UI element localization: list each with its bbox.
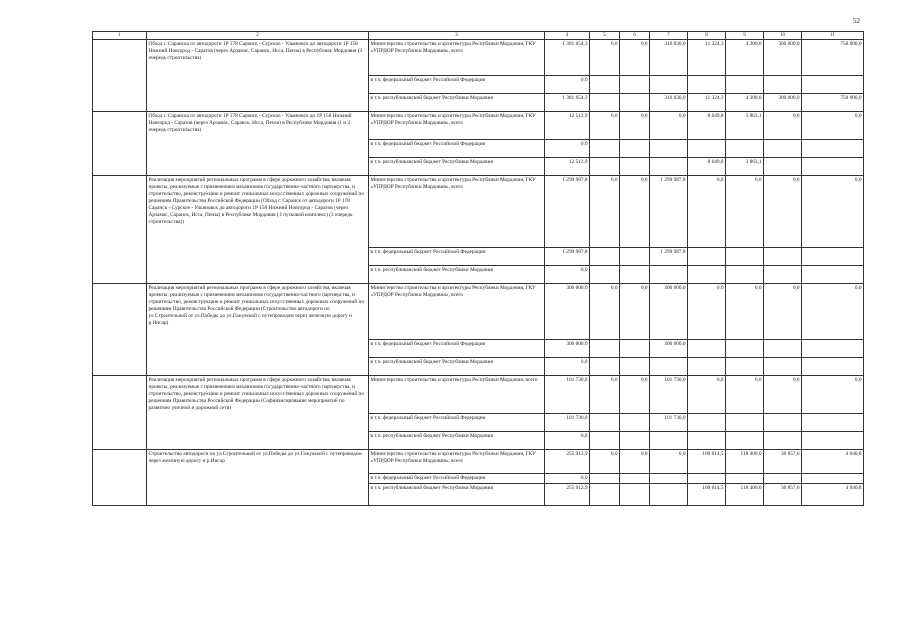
- amount-cell-v9: [726, 358, 764, 376]
- amount-cell-v6: [620, 248, 650, 266]
- amount-cell-v9: [726, 266, 764, 284]
- column-header: 2: [147, 32, 369, 40]
- amount-cell-v6: [620, 358, 650, 376]
- amount-cell-v7: 0,0: [650, 450, 688, 474]
- amount-cell-v11: [802, 248, 864, 266]
- amount-cell-v9: 3 863,1: [726, 158, 764, 176]
- amount-cell-v8: 11 324,3: [688, 94, 726, 112]
- column-header: 10: [764, 32, 802, 40]
- funding-source-cell: в т.ч. федеральный бюджет Российской Федерации: [369, 76, 545, 94]
- amount-cell-v8: [688, 248, 726, 266]
- amount-cell-v11: [802, 432, 864, 450]
- amount-cell-v8: 0,0: [688, 176, 726, 248]
- amount-cell-v8: 8 649,8: [688, 112, 726, 140]
- amount-cell-v4: 1 299 987,8: [545, 176, 590, 248]
- amount-cell-v4: 300 000,0: [545, 340, 590, 358]
- measure-name-cell: Реализация мероприятий региональных программ в сфере дорожного хозяйства, включая проекты, реализуемые с применением механизмов государственно-частного партнерства, и строительство, реконструкцию и ремонт уникальных искусственных дорожных сооружений по решениям Правительства Российской Федерации (Софинансирование мероприятий по развитию уличной и дорожной сети): [147, 376, 369, 450]
- amount-cell-v4: 101 730,0: [545, 376, 590, 414]
- amount-cell-v10: 0,0: [764, 284, 802, 340]
- amount-cell-v6: 0,0: [620, 40, 650, 76]
- header-row: [93, 32, 864, 40]
- amount-cell-v6: [620, 158, 650, 176]
- amount-cell-v4: 0,0: [545, 140, 590, 158]
- amount-cell-v6: 0,0: [620, 112, 650, 140]
- budget-table: [92, 31, 864, 506]
- amount-cell-v8: 11 324,3: [688, 40, 726, 76]
- amount-cell-v4: 0,0: [545, 266, 590, 284]
- amount-cell-v7: [650, 266, 688, 284]
- column-header: 1: [93, 32, 147, 40]
- funding-source-cell: в т.ч. федеральный бюджет Российской Федерации: [369, 414, 545, 432]
- amount-cell-v10: [764, 266, 802, 284]
- amount-cell-v8: 100 614,5: [688, 484, 726, 506]
- amount-cell-v9: 4 300,0: [726, 40, 764, 76]
- column-header: 9: [726, 32, 764, 40]
- amount-cell-v7: [650, 474, 688, 484]
- amount-cell-v5: [590, 158, 620, 176]
- funding-source-cell: в т.ч. республиканский бюджет Республики Мордовия: [369, 266, 545, 284]
- amount-cell-v7: 316 030,0: [650, 94, 688, 112]
- amount-cell-v10: 300 000,0: [764, 94, 802, 112]
- amount-cell-v11: 0,0: [802, 112, 864, 140]
- amount-cell-v5: 0,0: [590, 40, 620, 76]
- funding-source-cell: в т.ч. федеральный бюджет Российской Федерации: [369, 140, 545, 158]
- amount-cell-v8: 8 649,8: [688, 158, 726, 176]
- amount-cell-v11: 750 000,0: [802, 94, 864, 112]
- amount-cell-v8: [688, 76, 726, 94]
- amount-cell-v8: 0,0: [688, 376, 726, 414]
- funding-source-cell: в т.ч. федеральный бюджет Российской Федерации: [369, 474, 545, 484]
- amount-cell-v7: 101 730,0: [650, 376, 688, 414]
- amount-cell-v9: 3 863,1: [726, 112, 764, 140]
- amount-cell-v5: [590, 248, 620, 266]
- amount-cell-v9: 0,0: [726, 284, 764, 340]
- amount-cell-v6: [620, 414, 650, 432]
- amount-cell-v9: [726, 340, 764, 358]
- column-header: 6: [620, 32, 650, 40]
- row-index-cell: [93, 112, 147, 176]
- amount-cell-v5: 0,0: [590, 284, 620, 340]
- amount-cell-v6: [620, 140, 650, 158]
- amount-cell-v5: [590, 474, 620, 484]
- funding-source-cell: Министерство строительства и архитектуры Республики Мордовия, ГКУ «УПРДОР Республики Мордовия», всего: [369, 450, 545, 474]
- row-index-cell: [93, 40, 147, 112]
- page-number: 52: [853, 17, 860, 25]
- funding-source-cell: в т.ч. федеральный бюджет Российской Федерации: [369, 248, 545, 266]
- amount-cell-v4: 0,0: [545, 474, 590, 484]
- amount-cell-v8: 0,0: [688, 284, 726, 340]
- table-row: [93, 450, 864, 474]
- amount-cell-v6: [620, 474, 650, 484]
- amount-cell-v6: [620, 432, 650, 450]
- table-row: [93, 176, 864, 248]
- amount-cell-v5: 0,0: [590, 176, 620, 248]
- amount-cell-v8: [688, 140, 726, 158]
- amount-cell-v4: 0,0: [545, 358, 590, 376]
- amount-cell-v7: 1 299 987,8: [650, 176, 688, 248]
- amount-cell-v8: [688, 340, 726, 358]
- amount-cell-v5: [590, 140, 620, 158]
- measure-name-cell: Реализация мероприятий региональных программ в сфере дорожного хозяйства, включая проекты, реализуемые с применением механизмов государственно-частного партнерства, и строительство, реконструкцию и ремонт уникальных искусственных дорожных сооружений по решениям Правительства Российской Федерации (Обход г. Саранск от автодороги 1Р 178 Саранск - Сурское - Ульяновск до автодороги 1Р 158 Нижний Новгород - Саратов (через Арзамас, Саранск, Исса, Пенза) в Республике Мордовия ( I пусковой комплекс) (3 очередь строительства)): [147, 176, 369, 284]
- amount-cell-v5: [590, 266, 620, 284]
- amount-cell-v6: 0,0: [620, 284, 650, 340]
- amount-cell-v4: 101 730,0: [545, 414, 590, 432]
- amount-cell-v4: 0,0: [545, 432, 590, 450]
- amount-cell-v11: 0,0: [802, 176, 864, 248]
- amount-cell-v10: 30 857,6: [764, 484, 802, 506]
- amount-cell-v9: 0,0: [726, 176, 764, 248]
- amount-cell-v9: 118 400,0: [726, 484, 764, 506]
- amount-cell-v5: [590, 94, 620, 112]
- amount-cell-v10: 0,0: [764, 112, 802, 140]
- amount-cell-v5: [590, 484, 620, 506]
- amount-cell-v9: [726, 248, 764, 266]
- amount-cell-v11: [802, 340, 864, 358]
- table-row: [93, 284, 864, 340]
- amount-cell-v10: 30 857,6: [764, 450, 802, 474]
- amount-cell-v9: [726, 432, 764, 450]
- amount-cell-v5: [590, 340, 620, 358]
- amount-cell-v4: 300 000,0: [545, 284, 590, 340]
- amount-cell-v10: 0,0: [764, 176, 802, 248]
- table-row: [93, 376, 864, 414]
- amount-cell-v6: [620, 266, 650, 284]
- table-row: [93, 112, 864, 140]
- amount-cell-v10: [764, 414, 802, 432]
- amount-cell-v7: 300 000,0: [650, 284, 688, 340]
- amount-cell-v10: [764, 140, 802, 158]
- amount-cell-v9: 0,0: [726, 376, 764, 414]
- funding-source-cell: в т.ч. республиканский бюджет Республики Мордовия: [369, 158, 545, 176]
- column-header: 4: [545, 32, 590, 40]
- amount-cell-v9: [726, 414, 764, 432]
- funding-source-cell: Министерство строительства и архитектуры Республики Мордовия, ГКУ «УПРДОР Республики Мордовия», всего: [369, 176, 545, 248]
- amount-cell-v7: [650, 484, 688, 506]
- amount-cell-v11: [802, 76, 864, 94]
- funding-source-cell: Министерство строительства и архитектуры Республики Мордовия, ГКУ «УПРДОР Республики Мордовия», всего: [369, 112, 545, 140]
- table-row: [93, 40, 864, 76]
- amount-cell-v8: [688, 432, 726, 450]
- amount-cell-v7: 300 000,0: [650, 340, 688, 358]
- row-index-cell: [93, 284, 147, 376]
- amount-cell-v7: [650, 76, 688, 94]
- amount-cell-v10: [764, 340, 802, 358]
- amount-cell-v7: [650, 140, 688, 158]
- funding-source-cell: Министерство строительства и архитектуры Республики Мордовия, ГКУ «УПРДОР Республики Мордовия», всего: [369, 284, 545, 340]
- amount-cell-v10: 0,0: [764, 376, 802, 414]
- amount-cell-v11: [802, 140, 864, 158]
- amount-cell-v7: [650, 158, 688, 176]
- amount-cell-v9: [726, 76, 764, 94]
- table-body: [93, 40, 864, 506]
- column-header: 8: [688, 32, 726, 40]
- amount-cell-v11: 4 040,8: [802, 450, 864, 474]
- amount-cell-v11: [802, 414, 864, 432]
- amount-cell-v7: 0,0: [650, 112, 688, 140]
- column-header: 11: [802, 32, 864, 40]
- funding-source-cell: в т.ч. федеральный бюджет Российской Федерации: [369, 340, 545, 358]
- column-header: 7: [650, 32, 688, 40]
- amount-cell-v10: 300 000,0: [764, 40, 802, 76]
- row-index-cell: [93, 450, 147, 506]
- amount-cell-v5: [590, 432, 620, 450]
- amount-cell-v8: [688, 358, 726, 376]
- amount-cell-v4: 12 512,9: [545, 112, 590, 140]
- amount-cell-v7: 101 730,0: [650, 414, 688, 432]
- amount-cell-v11: 0,0: [802, 284, 864, 340]
- column-header: 5: [590, 32, 620, 40]
- amount-cell-v6: 0,0: [620, 450, 650, 474]
- amount-cell-v11: [802, 266, 864, 284]
- amount-cell-v8: 100 614,5: [688, 450, 726, 474]
- amount-cell-v10: [764, 76, 802, 94]
- funding-source-cell: Министерство строительства и архитектуры Республики Мордовия, ГКУ «УПРДОР Республики Мордовия», всего: [369, 40, 545, 76]
- amount-cell-v6: [620, 484, 650, 506]
- amount-cell-v5: [590, 358, 620, 376]
- measure-name-cell: Реализация мероприятий региональных программ в сфере дорожного хозяйства, включая проекты, реализуемые с применением механизмов государственно-частного партнерства, и строительство, реконструкцию и ремонт уникальных искусственных дорожных сооружений по решениям Правительства Российской Федерации (Строительство автодороги по ул.Строительной от ул.Победы до ул.Гожувской с путепроводом через железную дорогу и р.Инсар): [147, 284, 369, 376]
- amount-cell-v11: [802, 474, 864, 484]
- amount-cell-v11: [802, 358, 864, 376]
- amount-cell-v6: [620, 340, 650, 358]
- measure-name-cell: Строительство автодороги по ул.Строительной от ул.Победы до ул.Гожувской с путепроводом через железную дорогу и р.Инсар: [147, 450, 369, 506]
- amount-cell-v10: [764, 158, 802, 176]
- amount-cell-v5: 0,0: [590, 376, 620, 414]
- amount-cell-v8: [688, 414, 726, 432]
- funding-source-cell: в т.ч. республиканский бюджет Республики Мордовия: [369, 432, 545, 450]
- amount-cell-v4: 1 299 987,8: [545, 248, 590, 266]
- amount-cell-v11: 0,0: [802, 376, 864, 414]
- amount-cell-v5: [590, 414, 620, 432]
- amount-cell-v4: 12 512,9: [545, 158, 590, 176]
- amount-cell-v5: 0,0: [590, 450, 620, 474]
- amount-cell-v6: [620, 94, 650, 112]
- amount-cell-v7: 316 030,0: [650, 40, 688, 76]
- amount-cell-v8: [688, 474, 726, 484]
- amount-cell-v7: [650, 432, 688, 450]
- amount-cell-v11: [802, 158, 864, 176]
- amount-cell-v11: 4 040,8: [802, 484, 864, 506]
- amount-cell-v5: [590, 76, 620, 94]
- amount-cell-v9: 118 400,0: [726, 450, 764, 474]
- amount-cell-v4: 1 381 654,3: [545, 40, 590, 76]
- amount-cell-v7: [650, 358, 688, 376]
- funding-source-cell: в т.ч. республиканский бюджет Республики Мордовия: [369, 358, 545, 376]
- amount-cell-v6: 0,0: [620, 376, 650, 414]
- amount-cell-v7: 1 299 987,8: [650, 248, 688, 266]
- amount-cell-v4: 255 912,9: [545, 484, 590, 506]
- amount-cell-v4: 255 912,9: [545, 450, 590, 474]
- amount-cell-v10: [764, 474, 802, 484]
- amount-cell-v10: [764, 248, 802, 266]
- amount-cell-v9: [726, 474, 764, 484]
- measure-name-cell: Обход г. Саранска от автодороги 1Р 178 Саранск - Сурское - Ульяновск до автодороги 1Р 158 Нижний Новгород - Саратов (через Арзамас, Саранск, Исса, Пенза) в Республике Мордовия (3 очередь строительства): [147, 40, 369, 112]
- measure-name-cell: Обход г. Саранска от автодороги 1Р 178 Саранск - Сурское - Ульяновск до 1Р 158 Нижний Новгород - Саратов (через Арзамас, Саранск, Исса, Пенза) в Республике Мордовия (1 и 2 очередь строительства): [147, 112, 369, 176]
- amount-cell-v10: [764, 432, 802, 450]
- amount-cell-v11: 750 000,0: [802, 40, 864, 76]
- amount-cell-v6: [620, 76, 650, 94]
- amount-cell-v5: 0,0: [590, 112, 620, 140]
- funding-source-cell: в т.ч. республиканский бюджет Республики Мордовия: [369, 94, 545, 112]
- funding-source-cell: Министерство строительства и архитектуры Республики Мордовия, всего: [369, 376, 545, 414]
- column-header: 3: [369, 32, 545, 40]
- amount-cell-v4: 1 381 654,3: [545, 94, 590, 112]
- amount-cell-v8: [688, 266, 726, 284]
- row-index-cell: [93, 376, 147, 450]
- amount-cell-v6: 0,0: [620, 176, 650, 248]
- amount-cell-v10: [764, 358, 802, 376]
- funding-source-cell: в т.ч. республиканский бюджет Республики Мордовия: [369, 484, 545, 506]
- row-index-cell: [93, 176, 147, 284]
- amount-cell-v9: 4 300,0: [726, 94, 764, 112]
- amount-cell-v9: [726, 140, 764, 158]
- amount-cell-v4: 0,0: [545, 76, 590, 94]
